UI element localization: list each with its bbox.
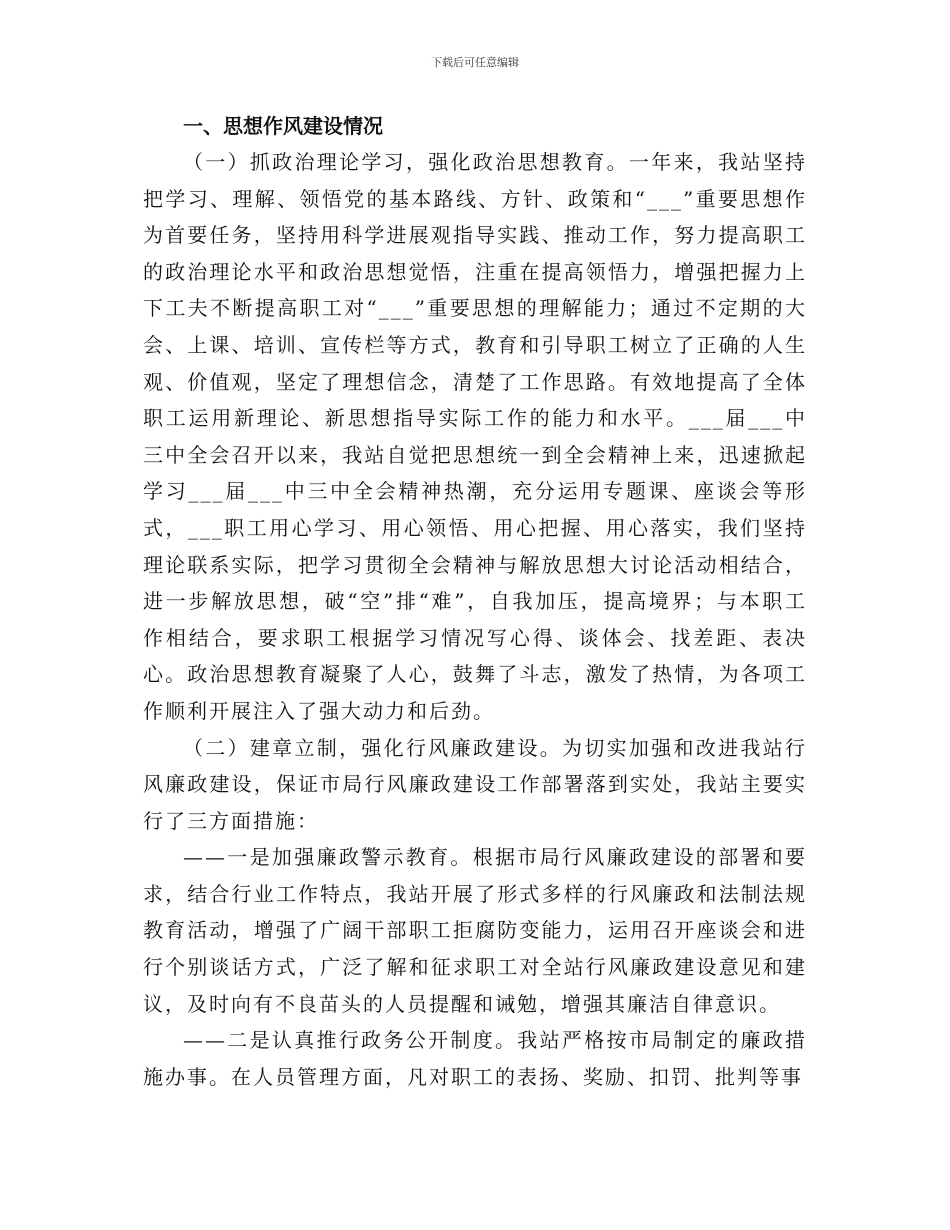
document-body <box>143 108 807 1095</box>
section-heading: 一、思想作风建设情况 <box>183 114 383 138</box>
header-note: 下载后可任意编辑 <box>431 56 519 69</box>
paragraph-2: （二）建章立制，强化行风廉政建设。为切实加强和改进我站行风廉政建设，保证市局行风廉政建设工作部署落到实处，我站主要实行了三方面措施： <box>143 735 807 833</box>
paragraph-4: ——二是认真推行政务公开制度。我站严格按市局制定的廉政措施办事。在人员管理方面，凡对职工的表扬、奖励、扣罚、批判等事 <box>143 1028 807 1089</box>
paragraph-1: （一）抓政治理论学习，强化政治思想教育。一年来，我站坚持把学习、理解、领悟党的基本路线、方针、政策和“___”重要思想作为首要任务，坚持用科学进展观指导实践、推动工作，努力提高职工的政治理论水平和政治思想觉悟，注重在提高领悟力，增强把握力上下工夫不断提高职工对“___”重要思想的理解能力；通过不定期的大会、上课、培训、宣传栏等方式，教育和引导职工树立了正确的人生观、价值观，坚定了理想信念，清楚了工作思路。有效地提高了全体职工运用新理论、新思想指导实际工作的能力和水平。___届___中三中全会召开以来，我站自觉把思想统一到全会精神上来，迅速掀起学习___届___中三中全会精神热潮，充分运用专题课、座谈会等形式，___职工用心学习、用心领悟、用心把握、用心落实，我们坚持理论联系实际，把学习贯彻全会精神与解放思想大讨论活动相结合，进一步解放思想，破“空”排“难”，自我加压，提高境界；与本职工作相结合，要求职工根据学习情况写心得、谈体会、找差距、表决心。政治思想教育凝聚了人心，鼓舞了斗志，激发了热情，为各项工作顺利开展注入了强大动力和后劲。 <box>143 150 807 723</box>
paragraph-3: ——一是加强廉政警示教育。根据市局行风廉政建设的部署和要求，结合行业工作特点，我站开展了形式多样的行风廉政和法制法规教育活动，增强了广阔干部职工拒腐防变能力，运用召开座谈会和进行个别谈话方式，广泛了解和征求职工对全站行风廉政建设意见和建议，及时向有不良苗头的人员提醒和诫勉，增强其廉洁自律意识。 <box>143 845 807 1016</box>
